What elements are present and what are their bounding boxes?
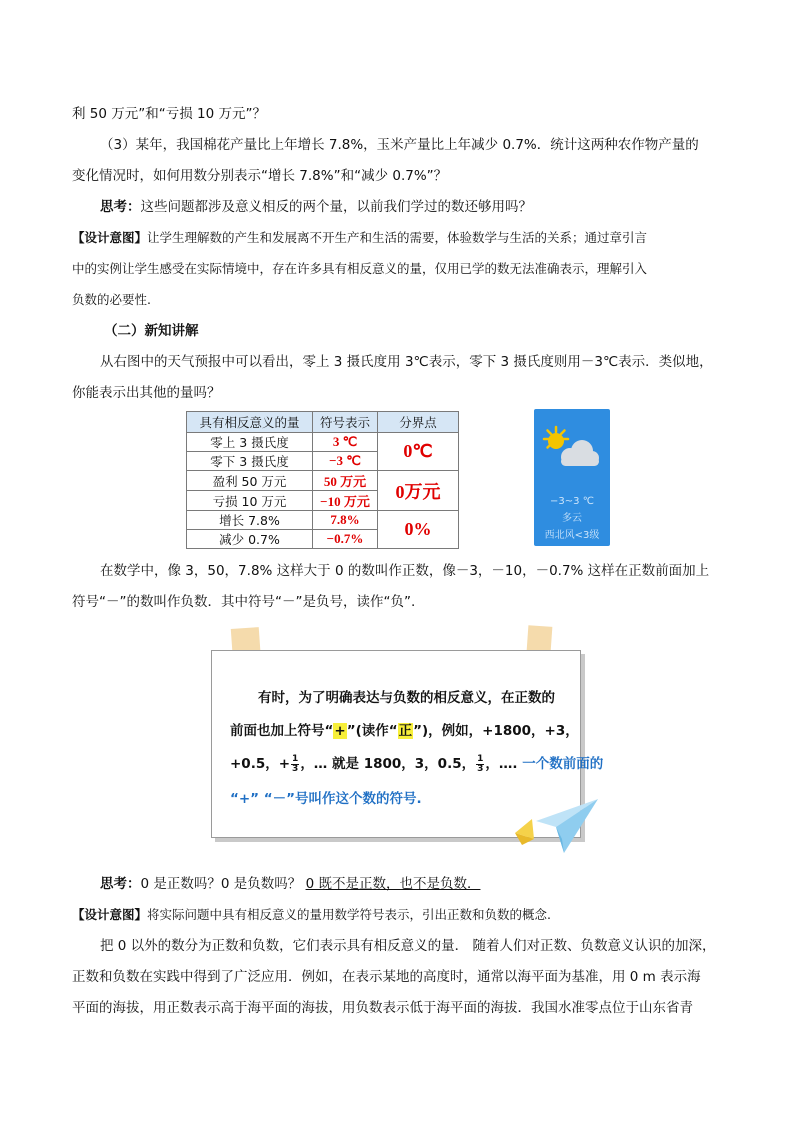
- paper-plane-icon: [510, 795, 600, 859]
- boundary-cell: 0万元: [378, 471, 459, 511]
- design-intent: [72, 228, 647, 248]
- sun-cloud-icon: [534, 417, 610, 487]
- section-heading: （二）新知讲解: [104, 323, 199, 339]
- think-question: [100, 874, 480, 894]
- text-line: 利 50 万元”和“亏损 10 万元”？: [72, 106, 267, 122]
- text-line: 你能表示出其他的量吗？: [72, 385, 221, 401]
- card-text: +0.5，+: [230, 756, 291, 772]
- boundary-cell: 0%: [378, 511, 459, 549]
- card-blue-text: 一个数前面的: [522, 756, 604, 772]
- table-header: 符号表示: [313, 412, 378, 433]
- table-cell: 零下 3 摄氏度: [187, 452, 313, 471]
- opposite-quantities-table: [186, 411, 459, 549]
- text-line: 从右图中的天气预报中可以看出，零上 3 摄氏度用 3℃表示，零下 3 摄氏度则用－3℃表示．类似地，: [100, 354, 713, 370]
- card-line: [230, 754, 603, 774]
- weather-forecast-card: [534, 409, 610, 546]
- design-intent: [72, 905, 551, 925]
- text-line: （3）某年，我国棉花产量比上年增长 7.8%，玉米产量比上年减少 0.7%．统计这两种农作物产量的: [100, 137, 699, 153]
- table-cell: −3 ℃: [313, 452, 378, 471]
- card-text: ，… 就是 1800，3，0.5，: [300, 756, 476, 772]
- think-label: 思考：: [100, 199, 141, 215]
- card-text: ，….: [485, 756, 518, 772]
- table-header: 具有相反意义的量: [187, 412, 313, 433]
- card-text: 前面也加上符号: [230, 723, 325, 739]
- fraction-denominator: 3: [477, 763, 484, 774]
- table-header: 分界点: [378, 412, 459, 433]
- card-text: (读作: [355, 723, 389, 739]
- table-cell: 3 ℃: [313, 433, 378, 452]
- fraction-denominator: 3: [292, 763, 299, 774]
- weather-condition: 多云: [562, 513, 582, 524]
- zheng-highlight: 正: [398, 723, 413, 739]
- design-intent-label: 【设计意图】: [72, 230, 148, 245]
- think-question: [100, 197, 532, 217]
- text-line: 平面的海拔，用正数表示高于海平面的海拔，用负数表示低于海平面的海拔．我国水准零点位于山东省青: [72, 1000, 693, 1016]
- table-cell: 零上 3 摄氏度: [187, 433, 313, 452]
- design-intent-label: 【设计意图】: [72, 907, 148, 922]
- table-cell: 7.8%: [313, 511, 378, 530]
- text-line: 正数和负数在实践中得到了广泛应用．例如，在表示某地的高度时，通常以海平面为基准，用 0 m 表示海: [72, 969, 701, 985]
- table-cell: 增长 7.8%: [187, 511, 313, 530]
- boundary-cell: 0℃: [378, 433, 459, 471]
- text-line: 变化情况时，如何用数分别表示“增长 7.8%”和“减少 0.7%”？: [72, 168, 448, 184]
- card-blue-line: “+” “－”号叫作这个数的符号.: [230, 791, 422, 807]
- fraction: [291, 755, 299, 774]
- table-cell: 盈利 50 万元: [187, 471, 313, 491]
- table-cell: 50 万元: [313, 471, 378, 491]
- text-line: 把 0 以外的数分为正数和负数，它们表示具有相反意义的量． 随着人们对正数、负数意义认识的加深，: [100, 938, 716, 954]
- think-text: 这些问题都涉及意义相反的两个量，以前我们学过的数还够用吗？: [140, 199, 532, 215]
- card-line: 前面也加上符号“+”(读作“正”)，例如，+1800，+3，: [230, 723, 579, 739]
- plus-sign-highlight: +: [334, 723, 346, 739]
- text-line: 中的实例让学生感受在实际情境中，存在许多具有相反意义的量，仅用已学的数无法准确表示，理解引入: [72, 261, 648, 276]
- table-cell: −10 万元: [313, 491, 378, 511]
- table-cell: 减少 0.7%: [187, 530, 313, 549]
- table-cell: 亏损 10 万元: [187, 491, 313, 511]
- fraction-numerator: 1: [292, 753, 299, 764]
- card-line: 有时，为了明确表达与负数的相反意义，在正数的: [258, 690, 555, 706]
- text-line: 在数学中，像 3，50，7.8% 这样大于 0 的数叫作正数，像－3，－10，－0.7% 这样在正数前面加上: [100, 563, 710, 579]
- weather-temperature: −3~3 ℃: [550, 496, 594, 507]
- think-text: 0 是正数吗？0 是负数吗？: [140, 876, 302, 892]
- think-label: 思考：: [100, 876, 141, 892]
- table-cell: −0.7%: [313, 530, 378, 549]
- fraction: [476, 755, 484, 774]
- text-line: 符号“－”的数叫作负数．其中符号“－”是负号，读作“负”.: [72, 594, 416, 610]
- design-intent-text: 让学生理解数的产生和发展离不开生产和生活的需要，体验数学与生活的关系；通过章引言: [147, 230, 648, 245]
- design-intent-text: 将实际问题中具有相反意义的量用数学符号表示，引出正数和负数的概念.: [147, 907, 551, 922]
- fraction-numerator: 1: [477, 753, 484, 764]
- card-text: )，例如，+1800，+3，: [421, 723, 579, 739]
- text-line: 负数的必要性.: [72, 292, 151, 307]
- weather-wind: 西北风<3级: [544, 530, 600, 541]
- think-answer: 0 既不是正数，也不是负数．: [305, 876, 481, 892]
